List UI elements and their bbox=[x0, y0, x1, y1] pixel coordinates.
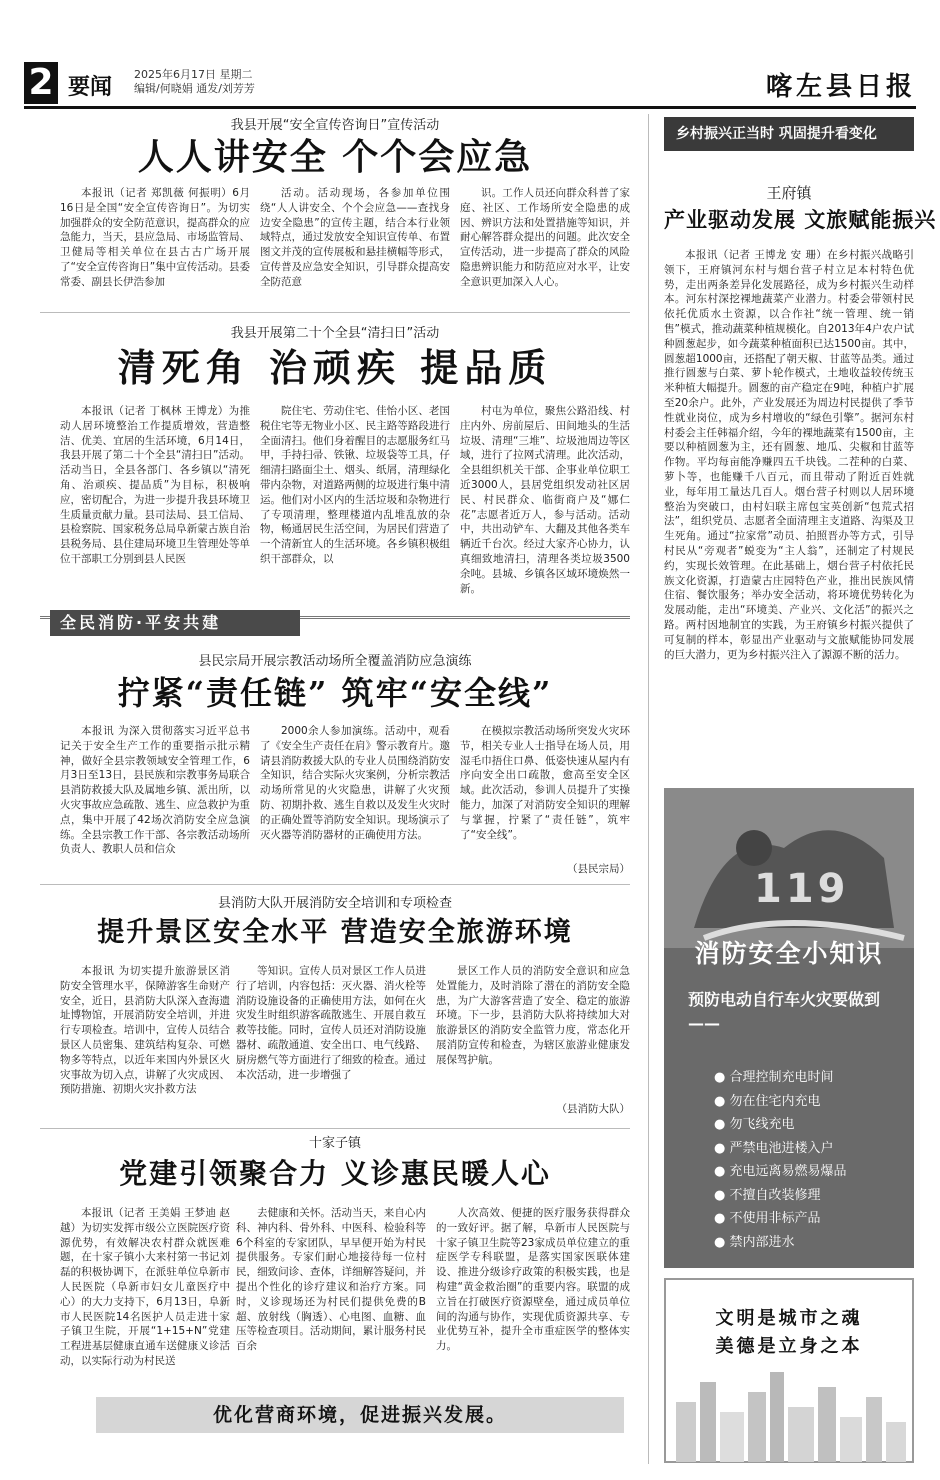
ad-item: ● 禁内部进水 bbox=[714, 1234, 795, 1250]
article2-text1: 本报讯（记者 丁枫林 王博龙）为推动人居环境整治工作提质增效，营造整洁、优美、宜居的生活环境，6月14日，我县开展了第二十个全县“清扫日”活动。活动当日，全县各部门、各乡镇以“清死角、治顽疾、提品质”为目标，积极响应，密切配合，为进一步提升我县环境卫生质量贡献力量。县司法局、县工信局、县检察院、国家税务总局阜新蒙古族自治县税务局、县住建局环境卫生管理处等单位干部职工分别到县人民医 bbox=[60, 405, 250, 565]
ad-item: ● 严禁电池进楼入户 bbox=[714, 1140, 834, 1156]
ad-item: ● 不擅自改装修理 bbox=[714, 1187, 821, 1203]
article4-text1: 本报讯 为切实提升旅游景区消防安全管理水平，保障游客生命财产安全，近日，县消防大队深入查海遗址博物馆，开展消防安全培训，并进行专项检查。培训中，宣传人员结合景区人员密集、建筑结构复杂、可燃物多等特点，以近年来国内外景区火灾事故为切入点，讲解了火灾成因、预防措施、初期火灾扑救方法 bbox=[60, 965, 230, 1096]
article4-col3 bbox=[436, 964, 630, 1100]
article1-kicker: 我县开展“安全宣传咨询日”宣传活动 bbox=[230, 118, 440, 133]
article1-text1: 本报讯（记者 郑凯薇 何振明）6月16日是全国“安全宣传咨询日”。为切实加强群众的安全防范意识，提高群众的应急能力，当天，县应急局、市场监管局、卫健局等相关单位在县古古广场开展了“安全宣传咨询日”集中宣传活动。县委常委、副县长伊浩参加 bbox=[60, 187, 250, 288]
article2-kicker: 我县开展第二十个全县“清扫日”活动 bbox=[230, 326, 440, 341]
ad2-line1: 文明是城市之魂 bbox=[715, 1308, 863, 1329]
issue-date: 2025年6月17日 星期二 bbox=[134, 68, 253, 81]
ad-item: ● 勿在住宅内充电 bbox=[714, 1093, 821, 1109]
article5-col3 bbox=[436, 1206, 630, 1390]
article3-col3 bbox=[460, 724, 630, 860]
article5-text3: 人次高效、便捷的医疗服务获得群众的一致好评。据了解，阜新市人民医院与十家子镇卫生院等23家成员单位建立的重症医学专科联盟，是落实国家医联体建设、推进分级诊疗政策的积极实践，也是构建“黄金救治圈”的重要内容。联盟的成立旨在打破医疗资源壁垒，通过成员单位间的沟通与协作，实现优质资源共享、专业优势互补，提升全市重症医学的整体实力。 bbox=[436, 1207, 630, 1353]
fire-safety-ad bbox=[664, 788, 914, 1268]
article4-text2: 等知识。宣传人员对景区工作人员进行了培训，内容包括：灭火器、消火栓等消防设施设备的正确使用方法，如何在火灾发生时组织游客疏散逃生、开展自救互救等技能。同时，宣传人员还对消防设施器材、疏散通道、安全出口、电气线路、厨房燃气等方面进行了细致的检查。通过本次活动，进一步增强了 bbox=[236, 965, 426, 1081]
article5-col2 bbox=[236, 1206, 426, 1390]
right-text: 本报讯（记者 王博龙 安 珊）在乡村振兴战略引领下，王府镇河东村与烟台营子村立足本村特色优势，走出两条差异化发展路径，成为乡村振兴生动样本。河东村深挖裸地蔬菜产业潜力。村委会带领村民依托优质水土资源，以合作社“统一管理、统一销售”模式，推动蔬菜种植规模化。自2013年4户农户试种圆葱起步，如今蔬菜种植面积已达1500亩。其中，圆葱超1000亩，还搭配了朝天椒、甘蓝等品类。通过推行圆葱与白菜、萝卜轮作模式，土地收益较传统玉米种植大幅提升。圆葱的亩产稳定在9吨，种植户扩展至20余户。此外，产业发展还为周边村民提供了季节性就业岗位，成为乡村增收的“绿色引擎”。据河东村村委会主任韩福介绍，今年的裸地蔬菜有1500亩，主要以种植圆葱为主，还有圆葱、地瓜、尖椒和甘蓝等作物。平均每亩能净赚四五千块钱。二茬种的白菜、萝卜等，也能赚千八百元，而且带动了附近百姓就业，每年用工量达几百人。烟台营子村则以人居环境整治为突破口，由村妇联主席包宝英创新“包荒式招法”，组织党员、志愿者全面清理主支道路、沟渠及卫生死角。通过“拉家常”动员、拍照晋办等方式，引导村民从“旁观者”蜕变为“主人翁”，还制定了村规民约，实现长效管理。在此基础上，烟台营子村依托民族文化资源，打造蒙古庄园特色产业，推出民族风情住宿、餐饮服务；举办安全活动，将环境优势转化为发展动能，走出“环境美、产业兴、文化活”的振兴之路。两村因地制宜的实践，为王府镇乡村振兴提供了可复制的样本，彰显出产业驱动与文旅赋能协同发展的巨大潜力，更为乡村振兴注入了源源不断的活力。 bbox=[664, 249, 914, 661]
article4-kicker: 县消防大队开展消防安全培训和专项检查 bbox=[217, 896, 452, 911]
right-headline: 产业驱动发展 文旅赋能振兴 bbox=[664, 207, 937, 232]
article5-headline: 党建引领聚合力 义诊惠民暖人心 bbox=[119, 1157, 551, 1190]
section-banner: 全民消防·平安共建 bbox=[50, 610, 300, 636]
ad2-line2: 美德是立身之本 bbox=[715, 1336, 863, 1357]
article1-headline: 人人讲安全 个个会应急 bbox=[137, 136, 533, 178]
article2-headline: 清死角 治顽疾 提品质 bbox=[117, 345, 553, 390]
article3-text2: 2000余人参加演练。活动中，观看了《安全生产责任在肩》警示教育片。邀请县消防救援大队的专业人员围绕消防安全知识，结合实际火灾案例，分析宗教活动场所常见的火灾隐患，讲解了火灾预防、初期扑救、逃生自救以及发生火灾时的正确处置等消防安全知识。现场演示了灭火器等消防器材的正确使用方法。 bbox=[260, 725, 450, 841]
article2-col2 bbox=[260, 404, 450, 600]
header-rule bbox=[24, 106, 916, 109]
article1-col2 bbox=[260, 186, 450, 304]
ad-item: ● 勿飞线充电 bbox=[714, 1117, 795, 1132]
article2-text3: 村屯为单位，聚焦公路沿线、村庄内外、房前屋后、田间地头的生活垃圾、清理“三堆”、垃圾池周边等区域，进行了拉网式清理。此次活动，全县组织机关干部、企事业单位职工近3000人，县居党组织发动社区居民、村民群众、临街商户及“娜仁花”志愿者近万人，参与活动。活动中，共出动铲车、大翻及其他各类车辆近千台次。经过大家齐心协力，认真细致地清扫，清理各类垃圾3500余吨。县城、乡镇各区域环境焕然一新。 bbox=[460, 405, 630, 595]
article3-text3: 在模拟宗教活动场所突发火灾环节，相关专业人士指导在场人员，用湿毛巾捂住口鼻、低姿快速从屋内有序向安全出口疏散，愈高至安全区域。此次活动，参训人员提升了实操能力，加深了对消防安全知识的理解与掌握，拧紧了“责任链”，筑牢了“安全线”。 bbox=[460, 725, 630, 841]
section-name: 要闻 bbox=[68, 75, 113, 100]
right-kicker: 王府镇 bbox=[766, 184, 812, 202]
ad-item: ● 充电远离易燃易爆品 bbox=[714, 1164, 847, 1179]
article3-text1: 本报讯 为深入贯彻落实习近平总书记关于安全生产工作的重要指示批示精神，做好全县宗教领域安全管理工作，6月3日至13日，县民族和宗教事务局联合县消防救援大队及属地乡镇、派出所，以火灾事故应急疏散、逃生、应急救护为重点，集中开展了42场次消防安全应急演练。全县宗教工作干部、各宗教活动场所负责人、教职人员和信众 bbox=[60, 725, 250, 856]
article2-text2: 院住宅、劳动住宅、佳怡小区、老国税住宅等无物业小区、民主路等路段进行全面清扫。他们身着醒目的志愿服务红马甲，手持扫帚、铁锹、垃圾袋等工具，仔细清扫路面尘土、烟头、纸屑，清理绿化带内杂物，对道路两侧的垃圾进行集中清运。他们对小区内的生活垃圾和杂物进行了专项清理，整理楼道内乱堆乱放的杂物，畅通居民生活空间，为居民们营造了一个清新宜人的生活环境。各乡镇积极组织干部群众，以 bbox=[260, 405, 450, 565]
article2-col1 bbox=[60, 404, 250, 600]
column-divider bbox=[648, 114, 649, 1464]
ad-item: ● 不使用非标产品 bbox=[714, 1211, 821, 1226]
divider bbox=[40, 312, 630, 313]
ad-list bbox=[714, 1066, 847, 1254]
issue-info bbox=[134, 68, 255, 96]
divider bbox=[40, 884, 630, 885]
article4-credit: （县消防大队） bbox=[556, 1103, 630, 1115]
article5-kicker: 十家子镇 bbox=[308, 1136, 361, 1151]
article4-col1 bbox=[60, 964, 230, 1122]
right-banner: 乡村振兴正当时 巩固提升看变化 bbox=[664, 117, 914, 151]
article3-col2 bbox=[260, 724, 450, 876]
editors: 编辑/何晓娟 通发/刘芳芳 bbox=[134, 82, 255, 95]
article1-text3: 识。工作人员还向群众科普了家庭、社区、工作场所安全隐患的成因、辨识方法和处置措施等知识，并耐心解答群众提出的问题。此次安全宣传活动，进一步提高了群众的风险隐患辨识能力和防范应对水平，让安全意识更加深入人心。 bbox=[460, 187, 630, 288]
article4-text3: 景区工作人员的消防安全意识和应急处置能力，及时消除了潜在的消防安全隐患，为广大游客营造了安全、稳定的旅游环境。下一步，县消防大队将持续加大对旅游景区的消防安全监管力度，常态化开展消防宣传和检查，为辖区旅游业健康发展保驾护航。 bbox=[436, 965, 630, 1066]
ad-number: 119 bbox=[754, 866, 850, 912]
city-skyline-graphic bbox=[666, 1372, 912, 1462]
article1-col1 bbox=[60, 186, 250, 304]
article1-col3 bbox=[460, 186, 630, 304]
article1-text2: 活动。活动现场，各参加单位围绕“人人讲安全、个个会应急——查找身边安全隐患”的宣传主题，结合本行业领域特点，通过发放安全知识宣传单、布置图文并茂的宣传展板和悬挂横幅等形式，宣传普及应急安全知识，引导群众提高安全防范意 bbox=[260, 187, 450, 288]
civilization-ad bbox=[664, 1278, 914, 1463]
article5-col1 bbox=[60, 1206, 230, 1390]
ad-item: ● 合理控制充电时间 bbox=[714, 1070, 834, 1085]
ad-subtitle: 预防电动自行车火灾要做到—— bbox=[688, 990, 881, 1033]
article3-kicker: 县民宗局开展宗教活动场所全覆盖消防应急演练 bbox=[198, 654, 472, 669]
article3-credit: （县民宗局） bbox=[567, 863, 630, 875]
article4-headline: 提升景区安全水平 营造安全旅游环境 bbox=[97, 917, 573, 948]
newspaper-name: 喀左县日报 bbox=[765, 72, 916, 102]
article5-text2: 去健康和关怀。活动当天，来自心内科、神内科、骨外科、中医科、检验科等6个科室的专家团队，早早便开始为村民提供服务。专家们耐心地接待每一位村民，细致问诊、查体，详细解答疑问，并提出个性化的诊疗建议和治疗方案。同时，义诊现场还为村民们提供免费的B超、放射线（胸透）、心电图、血糖、血压等检查项目。活动期间，累计服务村民百余 bbox=[236, 1207, 426, 1353]
right-body bbox=[664, 248, 914, 778]
divider bbox=[40, 1128, 630, 1129]
footer-slogan: 优化营商环境，促进振兴发展。 bbox=[96, 1397, 624, 1433]
ad-title: 消防安全小知识 bbox=[694, 939, 884, 968]
article2-col3 bbox=[460, 404, 630, 600]
page-number: 2 bbox=[24, 62, 58, 104]
article5-text1: 本报讯（记者 王美娟 王梦迪 赵 越）为切实发挥市级公立医院医疗资源优势，有效解决农村群众就医难题，在十家子镇小大来村第一书记刘磊的积极协调下，在派驻单位阜新市人民医院（阜新市妇女儿童医疗中心）的大力支持下，6月13日，阜新市人民医院14名医护人员走进十家子镇卫生院，开展“1+15+N”党建工程进基层健康直通车送健康义诊活动，以实际行动为村民送 bbox=[60, 1207, 230, 1367]
article3-col1 bbox=[60, 724, 250, 876]
article3-headline: 拧紧“责任链” 筑牢“安全线” bbox=[117, 674, 553, 712]
article4-col2 bbox=[236, 964, 426, 1122]
